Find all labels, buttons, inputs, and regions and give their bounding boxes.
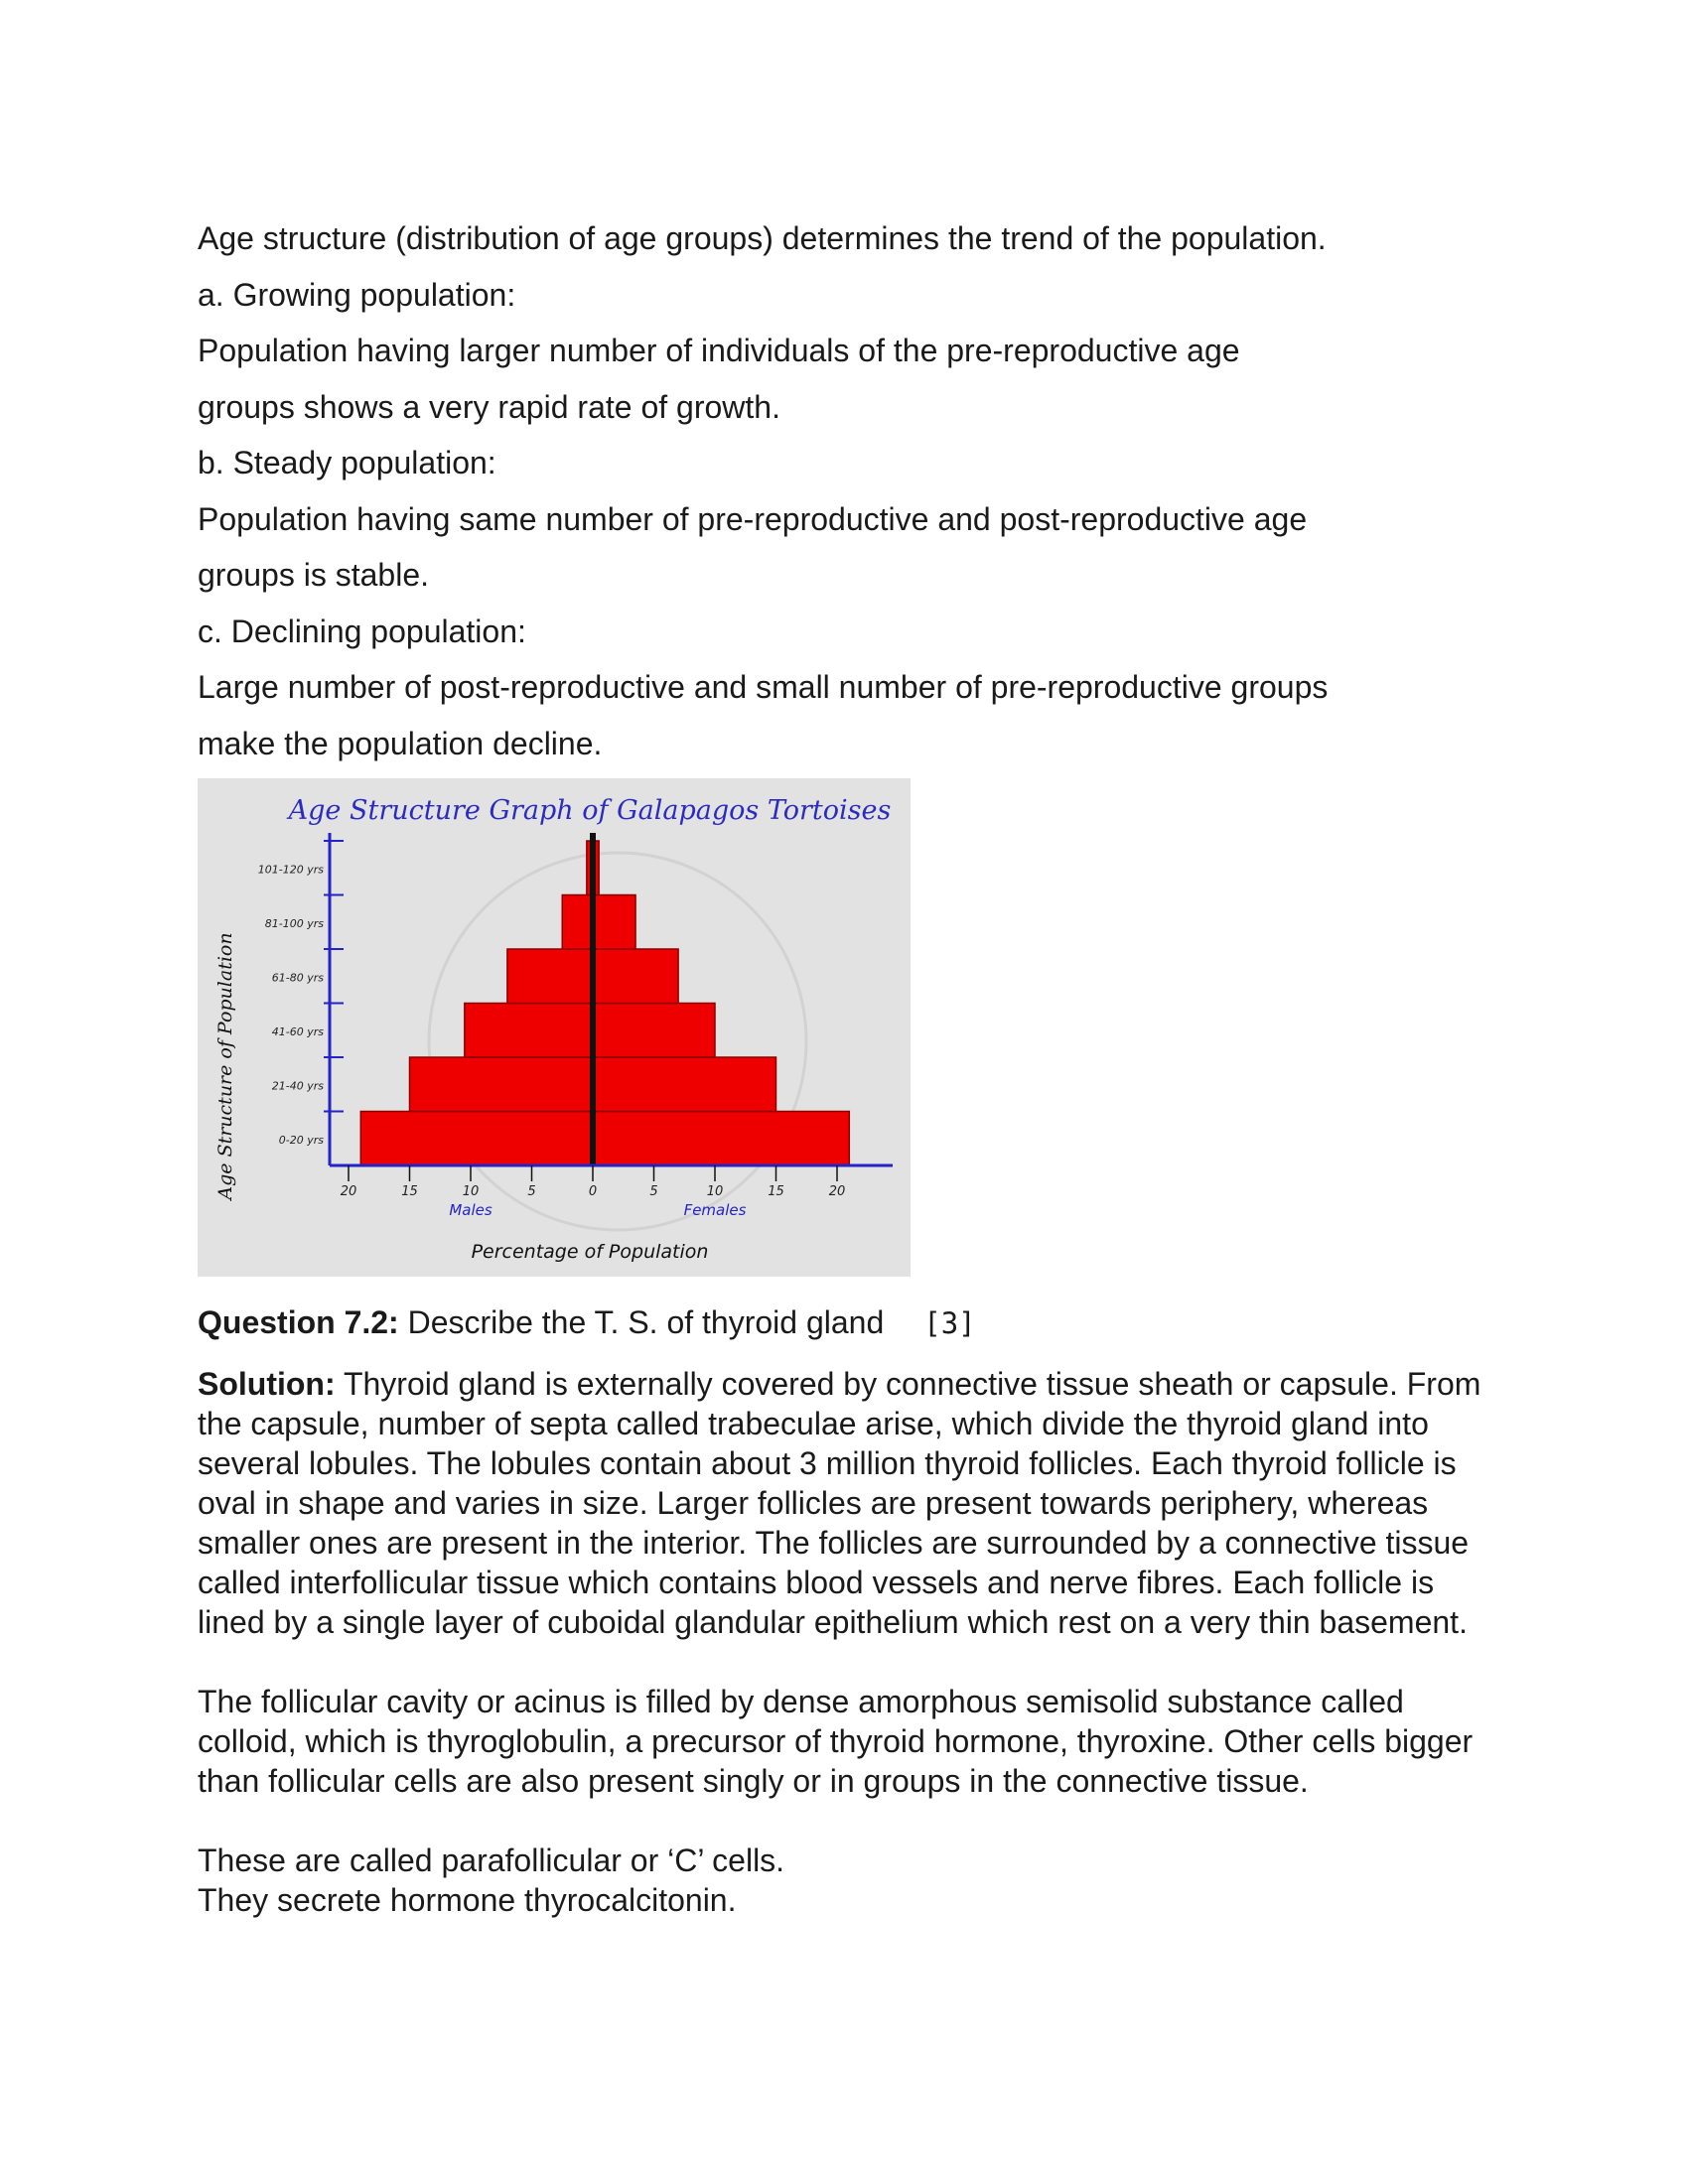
bar-females-2 [593, 1004, 715, 1058]
x-tick-label: 20 [340, 1184, 357, 1199]
question-marks: [3] [923, 1306, 976, 1340]
x-tick-label: 10 [706, 1184, 724, 1199]
category-label: 0-20 yrs [278, 1133, 324, 1147]
intro-line: groups is stable. [198, 557, 430, 593]
solution-line-c-cells: These are called parafollicular or ‘C’ cells. [198, 1843, 785, 1878]
intro-line: groups shows a very rapid rate of growth. [198, 388, 780, 425]
question-text: Describe the T. S. of thyroid gland [398, 1304, 885, 1340]
bar-females-4 [593, 895, 635, 950]
intro-line: Population having larger number of individuals of the pre-reproductive age [198, 333, 1240, 368]
x-tick-label: 15 [768, 1184, 784, 1199]
legend-males: Males [449, 1201, 492, 1219]
x-tick-label: 20 [828, 1184, 846, 1199]
center-divider [590, 833, 596, 1165]
bar-females-1 [593, 1057, 776, 1112]
x-tick-label: 10 [462, 1184, 480, 1199]
x-tick-label: 5 [527, 1184, 536, 1199]
intro-section [198, 210, 1488, 771]
age-pyramid-chart [198, 778, 911, 1277]
category-label: 41-60 yrs [271, 1024, 324, 1038]
solution-text-1: Thyroid gland is externally covered by connective tissue sheath or capsule. From the capsule, number of septa called trabeculae arise, which divide the thyroid gland into several lobules. The lobules contain about 3 million thyroid follicles. Each thyroid follicle is oval in shape and varies in size. Larger follicles are present towards periphery, whereas smaller ones are present in the interior. The follicles are surrounded by a connective tissue called interfollicular tissue which contains blood vessels and nerve fibres. Each follicle is lined by a single layer of cuboidal glandular epithelium which rest on a very thin basement. [198, 1366, 1481, 1640]
bar-males-3 [507, 949, 593, 1004]
bar-males-0 [360, 1112, 593, 1166]
question-label: Question 7.2: [198, 1304, 399, 1340]
bar-males-2 [465, 1004, 593, 1058]
solution-paragraph-1 [198, 1364, 1488, 1642]
x-tick-label: 15 [401, 1184, 418, 1199]
category-label: 61-80 yrs [271, 971, 324, 985]
solution-line-thyrocalcitonin: They secrete hormone thyrocalcitonin. [198, 1882, 737, 1918]
solution-section [198, 1364, 1488, 1920]
intro-line: Large number of post-reproductive and small number of pre-reproductive groups [198, 669, 1329, 705]
intro-line: Age structure (distribution of age groups) determines the trend of the population. [198, 220, 1327, 256]
bar-males-4 [562, 895, 593, 950]
x-tick-label: 0 [588, 1184, 598, 1199]
bar-females-0 [593, 1112, 849, 1166]
category-label: 81-100 yrs [264, 916, 324, 930]
y-axis-label: Age Structure of Population [214, 932, 236, 1200]
question-line [198, 1300, 976, 1345]
category-label: 101-120 yrs [257, 863, 324, 877]
age-structure-figure [198, 778, 911, 1277]
x-axis-label: Percentage of Population [471, 1241, 709, 1263]
intro-heading-steady: b. Steady population: [198, 445, 496, 480]
intro-line: make the population decline. [198, 725, 603, 761]
legend-females: Females [683, 1201, 747, 1219]
bar-females-3 [593, 949, 678, 1004]
intro-line: Population having same number of pre-reproductive and post-reproductive age [198, 500, 1308, 537]
bar-males-1 [410, 1057, 594, 1112]
solution-paragraph-2: The follicular cavity or acinus is filled by dense amorphous semisolid substance called colloid, which is thyroglobulin, a precursor of thyroid hormone, thyroxine. Other cells bigger than follicular cells are also present singly or in groups in the connective tissue. [198, 1684, 1474, 1799]
chart-title: Age Structure Graph of Galapagos Tortoises [288, 795, 892, 826]
category-label: 21-40 yrs [271, 1079, 324, 1093]
solution-label: Solution: [198, 1366, 336, 1402]
intro-heading-declining: c. Declining population: [198, 613, 526, 649]
intro-heading-growing: a. Growing population: [198, 276, 516, 313]
x-tick-label: 5 [649, 1184, 658, 1199]
